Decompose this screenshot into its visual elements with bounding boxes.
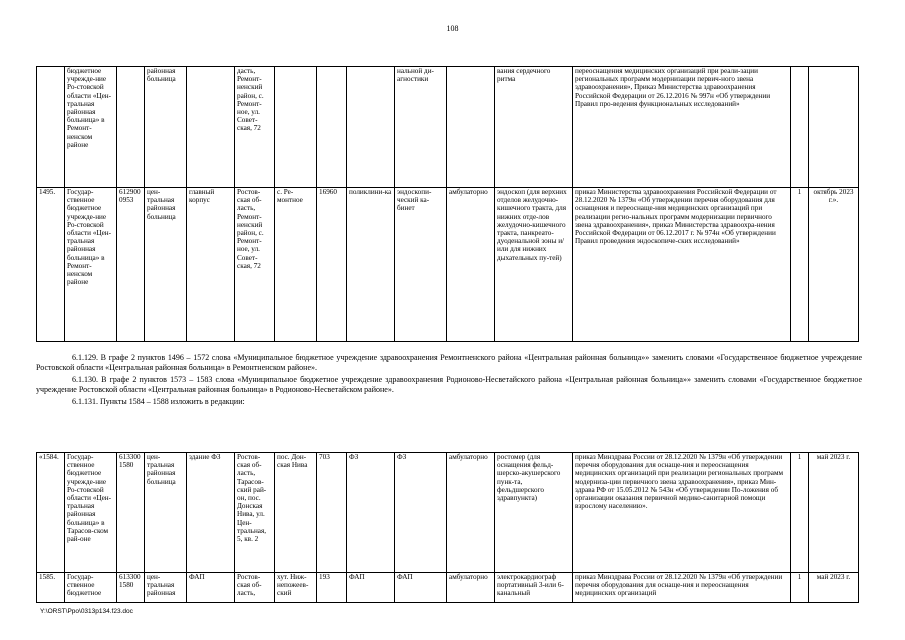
table-cell: Государ-ственное бюджетное учрежде-ние Ро-стовской области «Цен-тральная районная больница» в Ремонт-ненском районе <box>65 188 117 342</box>
table-cell: май 2023 г. <box>809 453 859 573</box>
table-cell: амбулаторно <box>447 453 495 573</box>
table-cell: «1584. <box>37 453 65 573</box>
equipment-table-bottom <box>36 452 859 603</box>
amendment-paragraph-129: 6.1.129. В графе 2 пунктов 1496 – 1572 слова «Муниципальное бюджетное учреждение здравоохранения Ремонтненского района «Центральная районная больница»» заменить словами «Государственное бюджетное учреждение Ростовской области «Центральная районная больница» в Ремонтненском районе». <box>36 353 862 372</box>
table-cell: 1585. <box>37 573 65 603</box>
table-cell: районная больница <box>145 67 187 188</box>
page-number: 108 <box>446 24 459 33</box>
table-cell: Ростов-ская об-ласть, Ремонт-ненский район, с. Ремонт-ное, ул. Совет-ская, 72 <box>235 188 275 342</box>
table-cell: 16960 <box>317 188 347 342</box>
table-cell: амбулаторно <box>447 573 495 603</box>
table-cell <box>791 67 809 188</box>
table-cell: цен-тральная районная больница <box>145 453 187 573</box>
table-cell: 703 <box>317 453 347 573</box>
table-cell: ФАП <box>347 573 395 603</box>
table-cell: ФЗ <box>395 453 447 573</box>
table-cell: приказ Минздрава России от 28.12.2020 № 1379н «Об утверждении перечня оборудования для оснаще-ния и переоснащения медицинских организаций <box>573 573 791 603</box>
table-cell: пос. Дон-ская Нива <box>275 453 317 573</box>
table-cell: цен-тральная районная больница <box>145 188 187 342</box>
table-cell: поликлини-ка <box>347 188 395 342</box>
table-cell: май 2023 г. <box>809 573 859 603</box>
table-cell <box>187 67 235 188</box>
table-cell <box>809 67 859 188</box>
table-cell: дасть, Ремонт-ненский район, с. Ремонт-ное, ул. Совет-ская, 72 <box>235 67 275 188</box>
table-cell: вания сердечного ритма <box>495 67 573 188</box>
table-cell: эндоскопи-ческий ка-бинет <box>395 188 447 342</box>
table-row <box>37 453 859 573</box>
table-cell: Государ-ственное бюджетное <box>65 573 117 603</box>
table-cell: здание ФЗ <box>187 453 235 573</box>
table-cell: 613300 1580 <box>117 573 145 603</box>
table-cell: 1495. <box>37 188 65 342</box>
table-cell: цен-тральная районная <box>145 573 187 603</box>
amendment-paragraph-130: 6.1.130. В графе 2 пунктов 1573 – 1583 слова «Муниципальное бюджетное учреждение здравоохранения Родионово-Несветайского района «Центральная районная больница»» заменить словами «Государственное бюджетное учреждение Ростовской области «Центральная районная больница» в Родионово-Несветайском районе». <box>36 375 862 394</box>
table-cell: ФАП <box>395 573 447 603</box>
table-cell: эндоскоп (для верхних отделов желудочно-кишечного тракта, для нижних отде-лов желудочно-кишечного тракта, панкреато-дуоденальной зоны и/или для нижних дыхательных пу-тей) <box>495 188 573 342</box>
table-cell: переоснащения медицинских организаций при реали-зации региональных программ модернизации первич-ного звена здравоохранения», Приказ Министерства здравоохранения Российской Федерации от 26.12.2016 № 997н «Об утверждении Правил про-ведения функциональных исследований» <box>573 67 791 188</box>
table-cell: 1 <box>791 188 809 342</box>
amendment-paragraph-131: 6.1.131. Пункты 1584 – 1588 изложить в редакции: <box>72 397 245 406</box>
table-cell: 1 <box>791 453 809 573</box>
table-cell: амбулаторно <box>447 188 495 342</box>
table-cell: приказ Министерства здравоохранения Российской Федерации от 28.12.2020 № 1379н «Об утверждении перечня оборудования для оснащения и переоснаще-ния медицинских организаций при реализации регио-нальных программ модернизации первичного звена здравоохранения», приказ Министерства здравоохра-нения Российской Федерации от 06.12.2017 г. № 974н «Об утверждении Правил проведения эндоскопиче-ских исследований» <box>573 188 791 342</box>
table-cell: ФАП <box>187 573 235 603</box>
table-cell: электрокардиограф портативный 3-или 6-канальный <box>495 573 573 603</box>
table-cell: 613300 1580 <box>117 453 145 573</box>
table-cell: ростомер (для оснащения фельд-шерско-акушерского пунк-та, фельдшерского здравпункта) <box>495 453 573 573</box>
table-cell: Государ-ственное бюджетное учрежде-ние Ро-стовской области «Цен-тральная районная больница» в Тарасов-ском рай-оне <box>65 453 117 573</box>
table-row <box>37 573 859 603</box>
table-cell: хут. Ниж-непожеев-ский <box>275 573 317 603</box>
table-cell: приказ Минздрава России от 28.12.2020 № 1379н «Об утверждении перечня оборудования для оснаще-ния и переоснащения медицинских организаций при реализации региональных программ модерниза-ции первичного звена здравоохранения», приказ Мин-здрава РФ от 15.05.2012 № 543н «Об утверждении По-ложения об организации оказания первичной медико-санитарной помощи взрослому населению». <box>573 453 791 573</box>
table-cell <box>37 67 65 188</box>
table-cell <box>447 67 495 188</box>
table-cell: с. Ре-монтное <box>275 188 317 342</box>
table-cell <box>117 67 145 188</box>
table-cell: Ростов-ская об-ласть, Тарасов-ский рай-он, пос. Донская Нива, ул. Цен-тральная, 5, кв. 2 <box>235 453 275 573</box>
table-cell: главный корпус <box>187 188 235 342</box>
table-cell: бюджетное учрежде-ние Ро-стовской области «Цен-тральная районная больница» в Ремонт-ненском районе <box>65 67 117 188</box>
table-cell <box>317 67 347 188</box>
file-path-footer: Y:\ORST\Ppo\0313p134.f23.doc <box>40 608 133 615</box>
table-cell <box>347 67 395 188</box>
equipment-table-top <box>36 66 859 342</box>
table-cell: Ростов-ская об-ласть, <box>235 573 275 603</box>
table-row <box>37 188 859 342</box>
table-cell: ФЗ <box>347 453 395 573</box>
table-cell: 1 <box>791 573 809 603</box>
table-cell: 193 <box>317 573 347 603</box>
table-cell: 612900 0953 <box>117 188 145 342</box>
table-cell: октябрь 2023 г.». <box>809 188 859 342</box>
table-cell <box>275 67 317 188</box>
table-cell: нальной ди-агностики <box>395 67 447 188</box>
table-row <box>37 67 859 188</box>
